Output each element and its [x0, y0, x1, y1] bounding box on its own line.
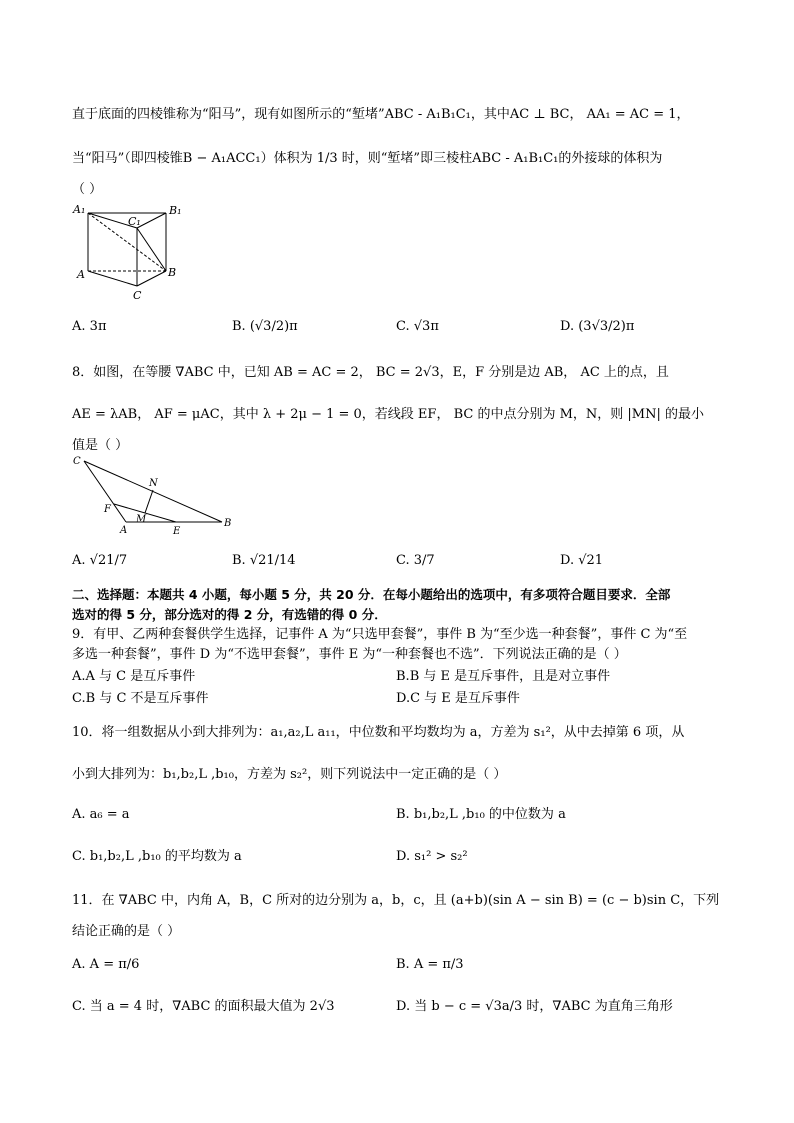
- triangle-figure: [70, 452, 240, 538]
- q9-option-b: B.B 与 E 是互斥事件，且是对立事件: [396, 669, 611, 684]
- section2-line2: 选对的得 5 分，部分选对的得 2 分，有选错的得 0 分．: [72, 607, 387, 622]
- q10-option-d: D. s₁² > s₂²: [396, 849, 468, 864]
- edge-c1b1: [137, 213, 166, 228]
- label-a1: A₁: [73, 203, 86, 216]
- q11-option-b: B. A = π/3: [396, 957, 464, 972]
- label-c: C: [133, 289, 142, 302]
- label-f: F: [104, 504, 111, 515]
- label-b1: B₁: [169, 204, 182, 217]
- edge-a1b-hidden: [88, 213, 166, 271]
- section2-line1: 二、选择题：本题共 4 小题，每小题 5 分，共 20 分．在每小题给出的选项中，有多项符合题目要求．全部: [72, 587, 671, 602]
- q9-option-a: A.A 与 C 是互斥事件: [72, 669, 196, 684]
- label-b: B: [224, 518, 232, 529]
- label-n: N: [149, 478, 158, 489]
- label-b: B: [168, 266, 177, 279]
- q11-line2: 结论正确的是（ ）: [72, 924, 181, 939]
- q10-line1: 10．将一组数据从小到大排列为：a₁,a₂,L a₁₁，中位数和平均数均为 a，方差为 s₁²，从中去掉第 6 项，从: [72, 725, 685, 740]
- label-m: M: [136, 514, 147, 525]
- q7-option-a: A. 3π: [72, 319, 107, 334]
- q8-line1: 8．如图，在等腰 ∇ABC 中，已知 AB = AC = 2， BC = 2√3，E，F 分别是边 AB， AC 上的点，且: [72, 365, 669, 380]
- q10-option-a: A. a₆ = a: [72, 807, 130, 822]
- q11-line1: 11．在 ∇ABC 中，内角 A，B，C 所对的边分别为 a，b，c，且 (a+b)(sin A − sin B) = (c − b)sin C，下列: [72, 893, 720, 908]
- q7-option-d: D. (3√3/2)π: [560, 319, 635, 334]
- q7-blank: （ ）: [72, 182, 103, 197]
- edge-cb: [137, 271, 166, 286]
- q9-line1: 9．有甲、乙两种套餐供学生选择，记事件 A 为“只选甲套餐”，事件 B 为“至少选一种套餐”，事件 C 为“至: [72, 627, 688, 642]
- q8-option-a: A. √21/7: [72, 553, 128, 568]
- q9-line2: 多选一种套餐”，事件 D 为“不选甲套餐”，事件 E 为“一种套餐也不选”．下列说法正确的是（ ）: [72, 647, 627, 662]
- q8-line3: 值是（ ）: [72, 438, 129, 453]
- q8-option-d: D. √21: [560, 553, 604, 568]
- q11-option-c: C. 当 a = 4 时，∇ABC 的面积最大值为 2√3: [72, 999, 335, 1014]
- q7-line1: 直于底面的四棱锥称为“阳马”，现有如图所示的“堑堵”ABC - A₁B₁C₁，其中AC ⊥ BC， AA₁ = AC = 1，: [72, 107, 690, 122]
- q7-option-b: B. (√3/2)π: [232, 319, 298, 334]
- edge-ac: [88, 271, 137, 286]
- segment-mn: [145, 490, 153, 513]
- edge-c1b: [137, 228, 166, 271]
- q11-option-d: D. 当 b − c = √3a/3 时，∇ABC 为直角三角形: [396, 999, 673, 1014]
- label-c1: C₁: [128, 215, 141, 228]
- prism-figure: [70, 200, 190, 304]
- q10-line2: 小到大排列为：b₁,b₂,L ,b₁₀，方差为 s₂²，则下列说法中一定正确的是（ ）: [72, 767, 507, 782]
- label-a: A: [120, 525, 128, 536]
- label-c: C: [73, 456, 81, 467]
- q10-option-c: C. b₁,b₂,L ,b₁₀ 的平均数为 a: [72, 849, 242, 864]
- q8-option-b: B. √21/14: [232, 553, 296, 568]
- q7-line2: 当“阳马”（即四棱锥B − A₁ACC₁）体积为 1/3 时，则“堑堵”即三棱柱ABC - A₁B₁C₁的外接球的体积为: [72, 151, 663, 166]
- q8-option-c: C. 3/7: [396, 553, 435, 568]
- q10-option-b: B. b₁,b₂,L ,b₁₀ 的中位数为 a: [396, 807, 566, 822]
- q9-option-d: D.C 与 E 是互斥事件: [396, 691, 520, 706]
- q9-option-c: C.B 与 C 不是互斥事件: [72, 691, 209, 706]
- label-e: E: [173, 526, 181, 537]
- q8-line2: AE = λAB， AF = μAC，其中 λ + 2μ − 1 = 0，若线段 EF， BC 的中点分别为 M，N，则 |MN| 的最小: [72, 407, 704, 422]
- q7-option-c: C. √3π: [396, 319, 439, 334]
- q11-option-a: A. A = π/6: [72, 957, 140, 972]
- label-a: A: [77, 268, 85, 281]
